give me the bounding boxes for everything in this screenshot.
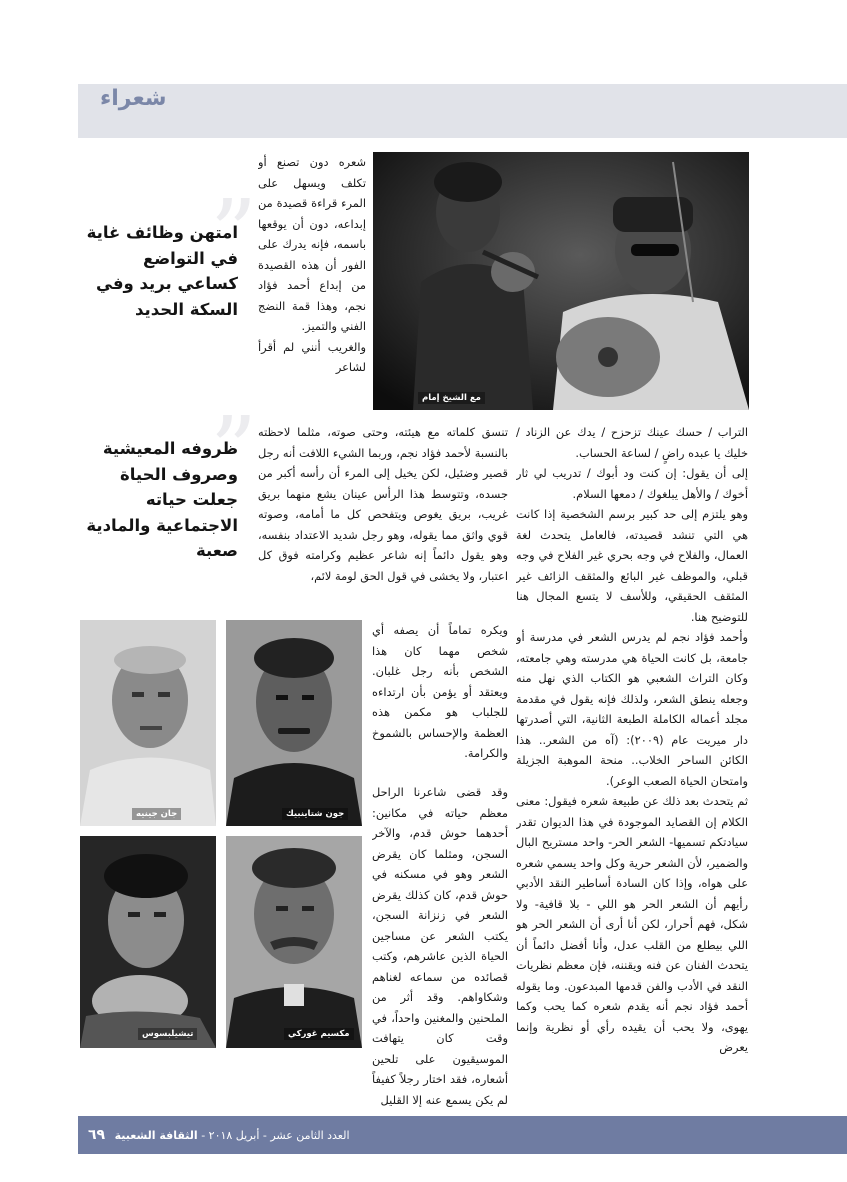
quote-mark-icon: ” <box>210 397 258 504</box>
article-column-middle-wide <box>258 422 508 620</box>
article-column-top <box>258 152 366 420</box>
paragraph: شعره دون تصنع أو تكلف ويسهل على المرء قراءة قصيدة من إبداعه، دون أن يوقعها باسمه، فإنه يدرك على الفور أن هذه القصيدة من إبداع أحمد فؤاد نجم، وهذا قمة النضج الفني والتميز. <box>258 155 366 333</box>
portrait-three <box>80 836 216 1048</box>
paragraph: التراب / حسك عينك تزحزح / يدك عن الزناد / خليك يا عبده راضٍ / لساعة الحساب. <box>516 425 748 460</box>
portrait-steinbeck-caption: جون شتاينبيك <box>282 808 348 820</box>
paragraph: وأحمد فؤاد نجم لم يدرس الشعر في مدرسة أو جامعة، بل كانت الحياة هي مدرسته وهي جامعته، وكان التراث الشعبي هو الكتاب الذي نهل منه وجعله ينطق الشعر، ولذلك فإنه يقول في مقدمة مجلد أعماله الكاملة الطبعة الثانية، التي أصدرتها دار ميريت عام (٢٠٠٩): (آه من الشعر.. هذا الكائن الساحر الخلاب.. منحة الموهبة الجزيلة وامتحان الحياة الصعب الوعر). <box>516 630 748 788</box>
top-photo-caption: مع الشيخ إمام <box>418 392 485 404</box>
pull-quote-2: ظروفه المعيشية وصروف الحياة جعلت حياته الاجتماعية والمادية صعبة <box>86 439 238 561</box>
paragraph: تنسق كلماته مع هيئته، وحتى صوته، مثلما لاحظته بالنسبة لأحمد فؤاد نجم، وربما الشيء اللافت أنه رجل قصير وضئيل، لكن يخيل إلى المرء أن رأسه أكبر من جسده، وتتوسط هذا الرأس عينان يشع منهما بريق غريب، بريق يغوص ويتفحص كل ما أمامه، وصوته قوي واثق مما يقوله، وهو رجل شديد الاعتداد بنفسه، وهو يقول دائماً إنه شاعر عظيم وكرامته فوق كل اعتبار، ولا يخشى في قول الحق لومة لائم، <box>258 425 508 583</box>
portrait-gorky <box>226 836 362 1048</box>
paragraph: وقد قضى شاعرنا الراحل معظم حياته في مكانين: أحدهما حوش قدم، والآخر السجن، ومثلما كان يقرض الشعر وهو في مسكنه في حوش قدم، كان كذلك يقرض الشعر في زنزانة السجن، يكتب الشعر عن مساجين الحياة الذين عاشرهم، وكتب قصائده من سماعه لغناهم وشكاواهم. وقد أثر من الملحنين والمغنين واحداً، في وقت كان يتهافت الموسيقيون على تلحين أشعاره، فقد اختار رجلاً كفيفاً لم يكن يسمع عنه إلا القليل <box>372 785 508 1107</box>
paragraph: ويكره تماماً أن يصفه أي شخص مهما كان هذا الشخص بأنه رجل غلبان. ويعتقد أو يؤمن بأن ارتداءه للجلباب هو مكمن هذه العظمة والإحساس بالشموخ والكرامة. <box>372 623 508 760</box>
paragraph: إلى أن يقول: إن كنت ود أبوك / تدريب لي ثار أخوك / والأهل يبلغوك / دمعها السلام. <box>516 466 748 501</box>
portrait-genet <box>80 620 216 826</box>
portrait-gorky-caption: مكسيم غوركي <box>284 1028 354 1040</box>
footer-magazine: الثقافة الشعبية <box>114 1129 198 1142</box>
paragraph: ثم يتحدث بعد ذلك عن طبيعة شعره فيقول: معنى الكلام إن القصايد الموجودة في هذا الديوان تقدر سيادتكم تسميها- الشعر الحر- واحد مستريح البال والضمير، لأن الشعر حرية وكل واحد يسمي شعره على هواه، وإذا كان السادة أساطير النقد الأدبي رأيهم أن الشعر الحر هو اللي - بلا قافية- ولا شكل، فهم أحرار، لكن أنا أرى أن الشعر الحر هو اللي بيطلع من القلب عدل، وأنا أفضل دائماً أن يتحدث الفنان عن فنه ويقننه، فإن معظم نظريات النقد في الأدب والفن قدمها المبدعون. وما يقوله أحمد فؤاد نجم أنه يقدم شعره كما يحب وكما يهوى، ولا يحب أن يقيده رأي أو نظرية وإنما يعرض <box>516 794 748 1054</box>
footer <box>88 1127 350 1143</box>
article-column-right <box>516 422 748 1114</box>
article-column-middle-narrow <box>372 782 508 1116</box>
page-number: ٦٩ <box>88 1127 106 1143</box>
quote-mark-icon: ” <box>210 180 258 287</box>
section-title: شعراء <box>100 86 167 111</box>
paragraph: والغريب أنني لم أقرأ لشاعر <box>258 339 366 374</box>
footer-issue: العدد الثامن عشر - أبريل ٢٠١٨ - <box>201 1129 350 1142</box>
header-band <box>78 84 847 138</box>
pull-quote-1: امتهن وظائف غاية في التواضع كساعي بريد وفي السكة الحديد <box>86 223 238 319</box>
portrait-three-caption: تيشيلبسوس <box>138 1028 197 1040</box>
paragraph: وهو يلتزم إلى حد كبير برسم الشخصية إذا كانت هي التي تنشد قصيدته، فالعامل يتحدث لغة العمال، والفلاح في وجه بحري غير الفلاح في وجه قبلي، والموظف غير البائع والمثقف الزائف غير المثقف الحقيقي، وللأسف لا يتسع المجال هنا للتوضيح هنا. <box>516 507 748 624</box>
top-photo <box>373 152 749 410</box>
portrait-genet-caption: جان جينيه <box>132 808 181 820</box>
